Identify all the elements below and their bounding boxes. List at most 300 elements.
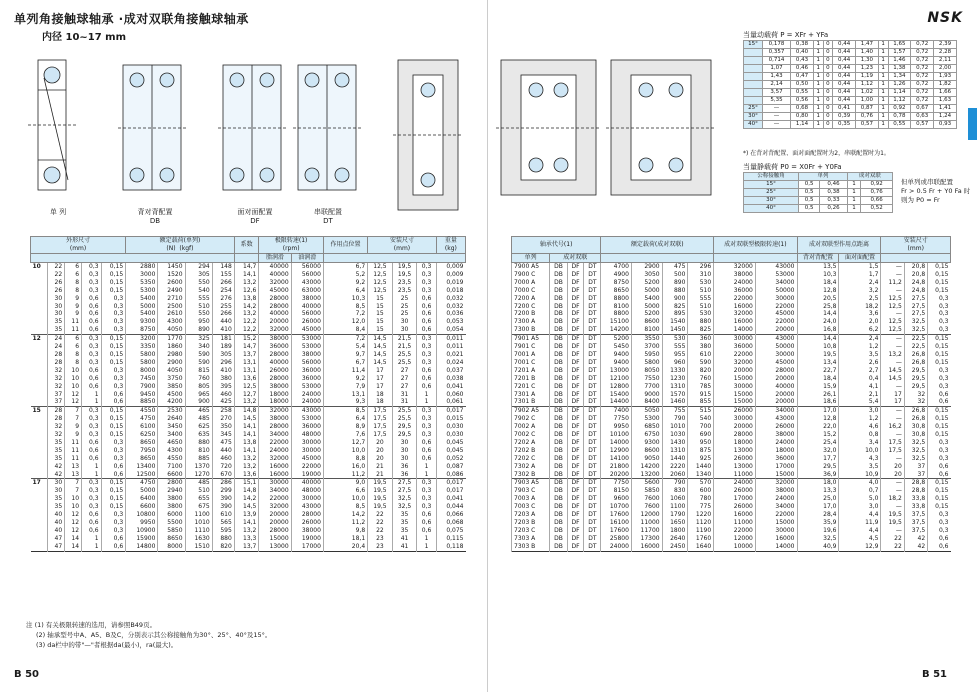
table-cell: 0,3: [417, 503, 436, 511]
table-cell: 0,3: [928, 439, 951, 447]
table-cell: [31, 383, 48, 391]
table-cell: 28,4: [797, 511, 839, 519]
table-cell: 0,15: [928, 335, 951, 343]
table-row: [512, 479, 951, 487]
table-cell: 7100: [158, 463, 185, 471]
table-cell: 0,019: [436, 279, 465, 287]
table-cell: 32000: [259, 326, 291, 334]
table-cell: 32,5: [904, 439, 927, 447]
table-cell: 1,93: [934, 73, 957, 81]
table-cell: [31, 439, 48, 447]
table-cell: 2,11: [934, 57, 957, 65]
table-cell: 0,15: [101, 407, 126, 415]
table-cell: 181: [212, 335, 234, 343]
table-header-row: [744, 173, 893, 181]
table-cell: 17300: [631, 535, 662, 543]
table-cell: 27,5: [392, 487, 417, 495]
table-cell: DT: [584, 479, 601, 487]
table-cell: 8750: [601, 279, 632, 287]
table-cell: 0,021: [436, 351, 465, 359]
table-cell: 8050: [631, 367, 662, 375]
table-cell: 43000: [291, 279, 323, 287]
table-cell: 15: [368, 310, 393, 318]
table-cell: DT: [584, 423, 601, 431]
page-number-right: B 51: [921, 669, 947, 680]
table-row: [744, 49, 957, 57]
table-cell: 1: [417, 543, 436, 551]
table-cell: 1,24: [934, 113, 957, 121]
table-cell: 1510: [185, 543, 212, 551]
table-cell: 34000: [755, 503, 797, 511]
label-dt: DT: [323, 217, 333, 225]
table-cell: 14,8: [234, 487, 259, 495]
table-cell: 485: [185, 415, 212, 423]
table-cell: 2,5: [839, 295, 881, 303]
table-cell: 30: [48, 487, 65, 495]
table-cell: 0,6: [928, 398, 951, 406]
table-cell: 11,4: [323, 367, 367, 375]
table-cell: 11: [65, 439, 82, 447]
table-row: [512, 303, 951, 311]
table-cell: DT: [584, 287, 601, 295]
table-cell: 32,5: [797, 535, 839, 543]
table-cell: 6,7: [323, 263, 367, 271]
table-cell: 360: [688, 335, 714, 343]
table-cell: 7002 A: [512, 423, 550, 431]
table-cell: 0,44: [833, 49, 856, 57]
table-cell: 38000: [259, 415, 291, 423]
table-cell: 189: [212, 343, 234, 351]
table-cell: 36000: [291, 367, 323, 375]
table-cell: 15°: [744, 181, 799, 189]
table-cell: 0,6: [82, 310, 101, 318]
table-cell: 6,4: [323, 287, 367, 295]
table-row: [31, 447, 466, 455]
table-cell: 0,3: [928, 527, 951, 535]
table-cell: —: [881, 487, 904, 495]
table-cell: 53000: [755, 271, 797, 279]
table-cell: 23,5: [392, 279, 417, 287]
table-cell: 500: [662, 271, 688, 279]
table-cell: 0,3: [101, 310, 126, 318]
table-cell: 1190: [688, 527, 714, 535]
table-cell: 810: [185, 447, 212, 455]
table-cell: 0,47: [791, 73, 814, 81]
table-cell: 9: [65, 310, 82, 318]
table-cell: 0,3: [82, 287, 101, 295]
table-cell: 1,63: [934, 97, 957, 105]
table-cell: 2710: [158, 295, 185, 303]
table-cell: 12500: [126, 471, 158, 479]
table-cell: DB: [550, 391, 567, 399]
table-cell: 6,4: [323, 415, 367, 423]
table-cell: 1: [417, 471, 436, 479]
table-cell: 0,6: [928, 391, 951, 399]
table-cell: 1760: [688, 535, 714, 543]
table-cell: 22,5: [904, 335, 927, 343]
table-cell: 9000: [631, 391, 662, 399]
table-cell: 30: [48, 479, 65, 487]
table-cell: 0,41: [833, 105, 856, 113]
table-cell: 600: [688, 487, 714, 495]
table-cell: 1630: [185, 535, 212, 543]
table-cell: 14,1: [234, 423, 259, 431]
table-cell: 0,15: [928, 495, 951, 503]
table-cell: 790: [662, 479, 688, 487]
table-cell: 0,78: [888, 113, 911, 121]
table-cell: 625: [185, 423, 212, 431]
table-cell: DT: [584, 471, 601, 479]
table-cell: DT: [584, 503, 601, 511]
table-cell: 0,6: [101, 391, 126, 399]
table-cell: 0,6: [928, 535, 951, 543]
table-row: [31, 310, 466, 318]
table-row: [31, 295, 466, 303]
table-cell: 530: [662, 335, 688, 343]
table-cell: 32,5: [392, 503, 417, 511]
table-cell: 925: [688, 455, 714, 463]
table-cell: 25°: [744, 189, 799, 197]
table-cell: 35: [48, 318, 65, 326]
table-cell: 17: [368, 383, 393, 391]
table-cell: DB: [550, 287, 567, 295]
table-cell: 40000: [291, 479, 323, 487]
table-cell: 815: [185, 367, 212, 375]
table-cell: 8100: [631, 326, 662, 334]
table-row: [512, 415, 951, 423]
table-cell: 17,5: [881, 447, 904, 455]
table-cell: 30,8: [904, 431, 927, 439]
table-cell: 0,44: [833, 65, 856, 73]
table-cell: 7200 B: [512, 310, 550, 318]
table-cell: 755: [662, 407, 688, 415]
static-load-table: [743, 172, 893, 213]
table-cell: 43000: [755, 263, 797, 271]
table-cell: 0,087: [436, 463, 465, 471]
table-cell: 37: [48, 398, 65, 406]
table-cell: 1: [847, 205, 860, 213]
table-cell: DT: [584, 383, 601, 391]
table-cell: [744, 89, 763, 97]
table-cell: 3,0: [839, 503, 881, 511]
table-cell: 18: [368, 398, 393, 406]
table-row: [744, 65, 957, 73]
table-cell: 2450: [662, 543, 688, 551]
table-cell: 0,3: [82, 335, 101, 343]
table-cell: 25,5: [392, 415, 417, 423]
table-cell: 12,5: [881, 326, 904, 334]
table-cell: 38000: [259, 383, 291, 391]
table-cell: 1: [878, 105, 888, 113]
table-cell: 19,5: [797, 351, 839, 359]
table-cell: 20000: [259, 318, 291, 326]
table-cell: 25°: [744, 105, 763, 113]
table-cell: 2,28: [934, 49, 957, 57]
table-cell: 17000: [755, 463, 797, 471]
footnotes: [26, 620, 271, 650]
table-cell: 1,43: [763, 73, 791, 81]
static-load-equation: 当量静载荷 P0 = X0Fr + Y0Fa: [743, 163, 842, 171]
table-cell: 8,5: [323, 503, 367, 511]
table-cell: [31, 398, 48, 406]
table-cell: 1,07: [763, 65, 791, 73]
table-cell: 20,4: [323, 543, 367, 551]
table-cell: 20000: [714, 423, 756, 431]
table-cell: 38000: [291, 295, 323, 303]
table-cell: 43000: [291, 503, 323, 511]
table-cell: —: [881, 527, 904, 535]
th-center-pair: 成对双联型作用点距离: [808, 241, 869, 248]
table-cell: 19,5: [881, 519, 904, 527]
table-row: [512, 318, 951, 326]
table-cell: 1460: [662, 398, 688, 406]
table-cell: 32000: [259, 407, 291, 415]
table-cell: 19,5: [368, 495, 393, 503]
footnote-2: (2) 轴承型号中A、A5、B及C，分别表示其公称接触角为30°、25°、40°及15°。: [36, 631, 272, 639]
table-cell: 28: [48, 407, 65, 415]
table-cell: 0,6: [101, 471, 126, 479]
table-cell: 1: [813, 65, 823, 73]
table-cell: 25800: [601, 535, 632, 543]
table-cell: 0,6: [82, 326, 101, 334]
table-cell: 10100: [601, 431, 632, 439]
table-cell: 50000: [755, 287, 797, 295]
th-weight: 重量: [444, 237, 457, 244]
table-cell: 7202 C: [512, 455, 550, 463]
table-cell: —: [763, 113, 791, 121]
table-cell: 20: [881, 471, 904, 479]
table-cell: 7003 A: [512, 495, 550, 503]
table-cell: 0,714: [763, 57, 791, 65]
table-row: [512, 463, 951, 471]
table-cell: 0,15: [928, 351, 951, 359]
table-row: [512, 511, 951, 519]
table-row: [31, 455, 466, 463]
table-cell: 0,15: [101, 415, 126, 423]
table-cell: 0,15: [101, 479, 126, 487]
table-cell: 12,2: [234, 318, 259, 326]
table-cell: 11: [65, 318, 82, 326]
table-cell: 0,68: [791, 105, 814, 113]
table-cell: 15000: [714, 375, 756, 383]
table-cell: 18,4: [797, 279, 839, 287]
table-cell: 0,44: [833, 89, 856, 97]
table-cell: 0,044: [436, 503, 465, 511]
table-cell: 14,8: [234, 407, 259, 415]
table-cell: 11000: [714, 471, 756, 479]
table-row: [512, 391, 951, 399]
table-row: [31, 263, 466, 271]
table-cell: 9050: [631, 455, 662, 463]
table-cell: 590: [185, 359, 212, 367]
table-cell: 0,6: [82, 367, 101, 375]
table-cell: 7202 B: [512, 447, 550, 455]
table-cell: 0,017: [436, 487, 465, 495]
table-cell: 254: [212, 287, 234, 295]
table-cell: 13,7: [234, 351, 259, 359]
table-cell: 26,8: [904, 351, 927, 359]
table-header-cell: 成对双联: [847, 173, 892, 181]
table-cell: 15: [368, 326, 393, 334]
table-cell: 19,5: [368, 487, 393, 495]
table-cell: DT: [584, 519, 601, 527]
table-cell: 6: [65, 335, 82, 343]
table-cell: 1: [847, 189, 860, 197]
label-df: DF: [250, 217, 260, 225]
table-cell: —: [881, 263, 904, 271]
table-cell: 0,92: [861, 181, 893, 189]
table-cell: 0,3: [928, 326, 951, 334]
table-row: [31, 367, 466, 375]
table-cell: DT: [584, 487, 601, 495]
table-cell: 425: [212, 398, 234, 406]
table-cell: 24,8: [904, 287, 927, 295]
table-cell: 41: [392, 543, 417, 551]
table-row: [31, 503, 466, 511]
table-cell: 15900: [126, 535, 158, 543]
table-cell: DF: [567, 287, 584, 295]
th-dims-unit: (mm): [69, 245, 87, 252]
table-row: [512, 487, 951, 495]
table-cell: 12000: [631, 511, 662, 519]
table-cell: 299: [212, 487, 234, 495]
table-cell: 7: [65, 415, 82, 423]
table-cell: 2,39: [934, 41, 957, 49]
table-cell: 0,3: [417, 287, 436, 295]
table-cell: 0,15: [101, 335, 126, 343]
table-cell: 7900: [126, 383, 158, 391]
table-cell: 7750: [601, 415, 632, 423]
table-cell: 13,2: [881, 351, 904, 359]
table-cell: 5000: [126, 487, 158, 495]
table-cell: 1370: [185, 463, 212, 471]
table-cell: 1,02: [856, 89, 879, 97]
table-cell: 15: [368, 303, 393, 311]
table-cell: 1010: [662, 423, 688, 431]
table-cell: DB: [550, 310, 567, 318]
table-cell: 0,6: [82, 511, 101, 519]
table-cell: 1,12: [888, 97, 911, 105]
table-row: [744, 197, 893, 205]
table-cell: 4,4: [839, 527, 881, 535]
table-cell: 830: [662, 487, 688, 495]
table-cell: [31, 271, 48, 279]
table-cell: 0,44: [833, 57, 856, 65]
table-cell: 900: [185, 398, 212, 406]
table-cell: 510: [688, 287, 714, 295]
table-cell: 53000: [291, 415, 323, 423]
table-cell: 7950: [126, 447, 158, 455]
table-cell: 32000: [259, 455, 291, 463]
table-cell: 27,5: [392, 479, 417, 487]
table-cell: [31, 423, 48, 431]
table-cell: 4050: [158, 326, 185, 334]
table-cell: 14,5: [368, 359, 393, 367]
table-cell: 13,3: [797, 487, 839, 495]
table-cell: 37,5: [904, 511, 927, 519]
table-cell: 22000: [259, 495, 291, 503]
table-cell: 17,0: [797, 503, 839, 511]
table-cell: 35: [48, 447, 65, 455]
table-cell: 675: [185, 503, 212, 511]
table-cell: 14,5: [368, 343, 393, 351]
table-cell: DT: [584, 431, 601, 439]
table-cell: DB: [550, 511, 567, 519]
table-cell: 20000: [755, 391, 797, 399]
th-speed-pair: 成对双联型极限转速(1): [724, 241, 787, 248]
table-cell: 24: [48, 343, 65, 351]
table-cell: 32000: [714, 359, 756, 367]
table-cell: 2,14: [763, 81, 791, 89]
table-cell: 0,3: [928, 383, 951, 391]
table-cell: 0: [823, 49, 833, 57]
table-cell: 13: [65, 471, 82, 479]
table-cell: 21: [368, 471, 393, 479]
table-cell: 26000: [291, 519, 323, 527]
table-cell: DB: [550, 495, 567, 503]
table-cell: 28000: [291, 511, 323, 519]
table-cell: 5000: [631, 303, 662, 311]
table-cell: 0,6: [417, 326, 436, 334]
table-cell: 14,5: [368, 351, 393, 359]
table-cell: 7,9: [323, 383, 367, 391]
table-cell: 8: [65, 351, 82, 359]
table-cell: 16000: [714, 511, 756, 519]
table-cell: 0,6: [82, 383, 101, 391]
table-cell: 0,6: [928, 471, 951, 479]
table-cell: 0,72: [911, 97, 934, 105]
table-cell: 3,2: [839, 287, 881, 295]
table-cell: 0,178: [763, 41, 791, 49]
table-row: [31, 359, 466, 367]
table-cell: 0,017: [436, 407, 465, 415]
table-cell: 26,8: [904, 359, 927, 367]
table-cell: 48000: [291, 431, 323, 439]
table-cell: 0,3: [417, 343, 436, 351]
table-cell: 22: [48, 271, 65, 279]
table-cell: 16000: [259, 471, 291, 479]
table-row: [512, 471, 951, 479]
table-cell: 805: [185, 383, 212, 391]
table-cell: 26000: [755, 423, 797, 431]
table-cell: 1: [813, 89, 823, 97]
table-cell: 38000: [714, 271, 756, 279]
table-cell: 1: [82, 391, 101, 399]
table-row: [31, 471, 466, 479]
table-cell: 2800: [158, 479, 185, 487]
th-load-pair: 额定载荷(成对双联): [630, 241, 684, 248]
table-cell: 10800: [126, 511, 158, 519]
table-cell: 390: [212, 495, 234, 503]
table-cell: 0,50: [791, 81, 814, 89]
table-cell: 9,8: [323, 527, 367, 535]
table-row: [744, 57, 957, 65]
table-cell: DT: [584, 407, 601, 415]
table-cell: —: [881, 503, 904, 511]
table-cell: 26000: [714, 503, 756, 511]
table-cell: 30000: [755, 351, 797, 359]
table-cell: 30: [392, 439, 417, 447]
table-cell: 10700: [601, 503, 632, 511]
table-cell: 0,3: [82, 479, 101, 487]
table-cell: 37,5: [904, 527, 927, 535]
table-cell: 6600: [126, 503, 158, 511]
table-row: [31, 511, 466, 519]
table-cell: 475: [212, 439, 234, 447]
table-cell: 13,8: [234, 295, 259, 303]
table-row: [512, 263, 951, 271]
table-cell: 5400: [126, 310, 158, 318]
